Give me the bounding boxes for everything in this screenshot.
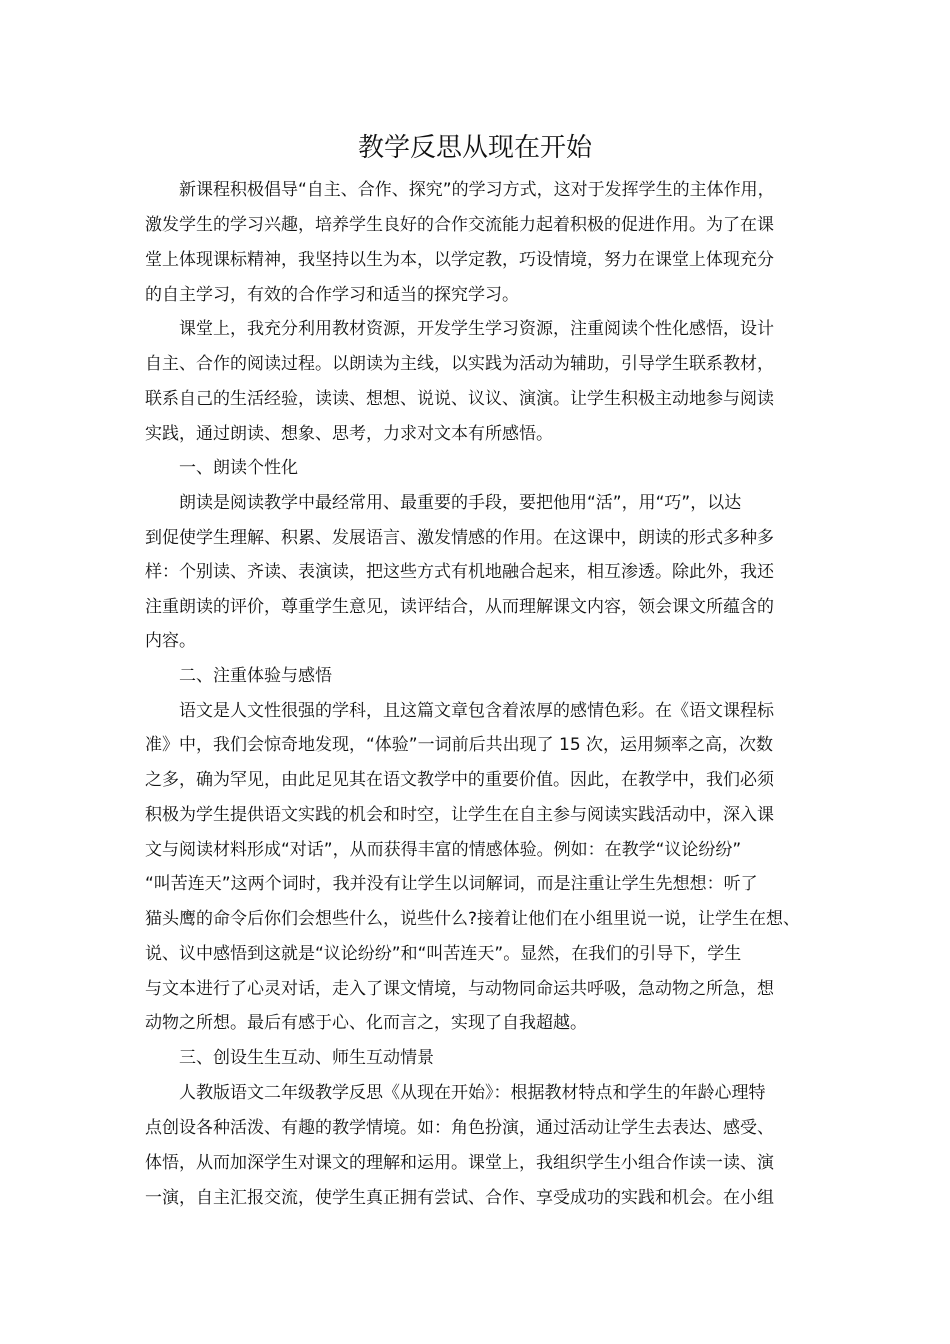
text-line: 与文本进行了心灵对话，走入了课文情境，与动物同命运共呼吸，急动物之所急，想 bbox=[145, 979, 774, 999]
text-line: 准》中，我们会惊奇地发现，“体验”一词前后共出现了 15 次，运用频率之高，次数 bbox=[145, 735, 774, 755]
text-line: 说、议中感悟到这就是“议论纷纷”和“叫苦连天”。显然，在我们的引导下，学生 bbox=[145, 944, 742, 964]
text-line: 一演，自主汇报交流，使学生真正拥有尝试、合作、享受成功的实践和机会。在小组 bbox=[145, 1188, 774, 1208]
text-line: 样：个别读、齐读、表演读，把这些方式有机地融合起来，相互渗透。除此外，我还 bbox=[145, 562, 774, 582]
text-line: 内容。 bbox=[145, 631, 196, 651]
section-heading: 二、注重体验与感悟 bbox=[179, 666, 332, 686]
text-line: 注重朗读的评价，尊重学生意见，读评结合，从而理解课文内容，领会课文所蕴含的 bbox=[145, 597, 774, 617]
text-line: 新课程积极倡导“自主、合作、探究”的学习方式，这对于发挥学生的主体作用， bbox=[179, 180, 775, 200]
text-line: 人教版语文二年级教学反思《从现在开始》：根据教材特点和学生的年龄心理特 bbox=[179, 1083, 766, 1103]
text-line: 朗读是阅读教学中最经常用、最重要的手段，要把他用“活”，用“巧”，以达 bbox=[179, 493, 742, 513]
text-line: 激发学生的学习兴趣，培养学生良好的合作交流能力起着积极的促进作用。为了在课 bbox=[145, 215, 774, 235]
text-line: 课堂上，我充分利用教材资源，开发学生学习资源，注重阅读个性化感悟，设计 bbox=[179, 319, 774, 339]
text-line: 的自主学习，有效的合作学习和适当的探究学习。 bbox=[145, 285, 519, 305]
text-line: 猫头鹰的命令后你们会想些什么，说些什么?接着让他们在小组里说一说，让学生在想、 bbox=[145, 909, 801, 929]
section-heading: 一、朗读个性化 bbox=[179, 458, 298, 478]
text-line: 联系自己的生活经验，读读、想想、说说、议议、演演。让学生积极主动地参与阅读 bbox=[145, 389, 774, 409]
text-line: 到促使学生理解、积累、发展语言、激发情感的作用。在这课中，朗读的形式多种多 bbox=[145, 528, 774, 548]
text-line: “叫苦连天”这两个词时，我并没有让学生以词解词，而是注重让学生先想想：听了 bbox=[145, 874, 758, 894]
section-heading: 三、创设生生互动、师生互动情景 bbox=[179, 1048, 434, 1068]
text-line: 语文是人文性很强的学科，且这篇文章包含着浓厚的感情色彩。在《语文课程标 bbox=[179, 701, 774, 721]
text-line: 点创设各种活泼、有趣的教学情境。如：角色扮演，通过活动让学生去表达、感受、 bbox=[145, 1118, 774, 1138]
text-line: 动物之所想。最后有感于心、化而言之，实现了自我超越。 bbox=[145, 1013, 587, 1033]
text-line: 自主、合作的阅读过程。以朗读为主线，以实践为活动为辅助，引导学生联系教材， bbox=[145, 354, 774, 374]
text-line: 积极为学生提供语文实践的机会和时空，让学生在自主参与阅读实践活动中，深入课 bbox=[145, 805, 774, 825]
document-title: 教学反思从现在开始 bbox=[357, 133, 592, 163]
text-line: 之多，确为罕见，由此足见其在语文教学中的重要价值。因此，在教学中，我们必须 bbox=[145, 770, 774, 790]
text-line: 体悟，从而加深学生对课文的理解和运用。课堂上，我组织学生小组合作读一读、演 bbox=[145, 1153, 774, 1173]
text-line: 实践，通过朗读、想象、思考，力求对文本有所感悟。 bbox=[145, 424, 553, 444]
text-line: 堂上体现课标精神，我坚持以生为本，以学定教，巧设情境，努力在课堂上体现充分 bbox=[145, 250, 774, 270]
text-line: 文与阅读材料形成“对话”，从而获得丰富的情感体验。例如：在教学“议论纷纷” bbox=[145, 840, 742, 860]
